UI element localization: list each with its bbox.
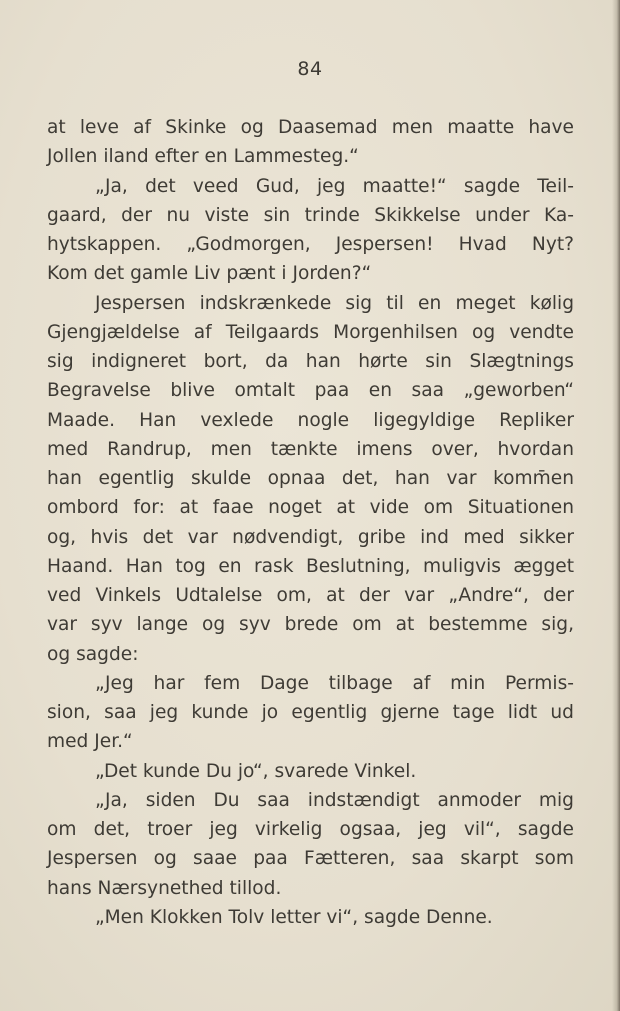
text-line: med Jer.“ bbox=[47, 731, 133, 752]
text-line: og, hvis det var nødvendigt, gribe ind med sikker bbox=[47, 527, 574, 548]
text-line: „Ja, det veed Gud, jeg maatte!“ sagde Teil- bbox=[95, 176, 574, 197]
text-line: ombord for: at faae noget at vide om Situationen bbox=[47, 497, 574, 518]
text-line: „Ja, siden Du saa indstændigt anmoder mig bbox=[95, 790, 574, 811]
text-line: hans Nærsynethed tillod. bbox=[47, 878, 282, 899]
text-line: gaard, der nu viste sin trinde Skikkelse under Ka- bbox=[47, 205, 574, 226]
text-line: Jespersen og saae paa Fætteren, saa skarpt som bbox=[47, 848, 574, 869]
text-line: Maade. Han vexlede nogle ligegyldige Repliker bbox=[47, 410, 574, 431]
text-line: „Men Klokken Tolv letter vi“, sagde Denne. bbox=[95, 907, 493, 928]
text-line: hytskappen. „Godmorgen, Jespersen! Hvad Nyt? bbox=[47, 234, 574, 255]
text-line: Begravelse blive omtalt paa en saa „geworben“ bbox=[47, 380, 574, 401]
text-line: „Jeg har fem Dage tilbage af min Permis- bbox=[95, 673, 574, 694]
text-line: sion, saa jeg kunde jo egentlig gjerne tage lidt ud bbox=[47, 702, 574, 723]
text-line: han egentlig skulde opnaa det, han var komm̄en bbox=[47, 468, 574, 489]
text-line: om det, troer jeg virkelig ogsaa, jeg vil“, sagde bbox=[47, 819, 574, 840]
text-line: Kom det gamle Liv pænt i Jorden?“ bbox=[47, 263, 372, 284]
text-line: med Randrup, men tænkte imens over, hvordan bbox=[47, 439, 574, 460]
text-line: ved Vinkels Udtalelse om, at der var „Andre“, der bbox=[47, 585, 574, 606]
text-line: Jollen iland efter en Lammesteg.“ bbox=[47, 146, 359, 167]
text-line: at leve af Skinke og Daasemad men maatte have bbox=[47, 117, 574, 138]
text-line: og sagde: bbox=[47, 644, 139, 665]
text-line: „Det kunde Du jo“, svarede Vinkel. bbox=[95, 761, 417, 782]
text-line: Gjengjældelse af Teilgaards Morgenhilsen og vendte bbox=[47, 322, 574, 343]
text-line: var syv lange og syv brede om at bestemme sig, bbox=[47, 614, 574, 635]
text-line: Jespersen indskrænkede sig til en meget kølig bbox=[95, 293, 574, 314]
text-line: sig indigneret bort, da han hørte sin Slægtnings bbox=[47, 351, 574, 372]
page-number: 84 bbox=[297, 58, 323, 80]
text-line: Haand. Han tog en rask Beslutning, muligvis ægget bbox=[47, 556, 574, 577]
page-edge-shadow bbox=[612, 0, 620, 1011]
